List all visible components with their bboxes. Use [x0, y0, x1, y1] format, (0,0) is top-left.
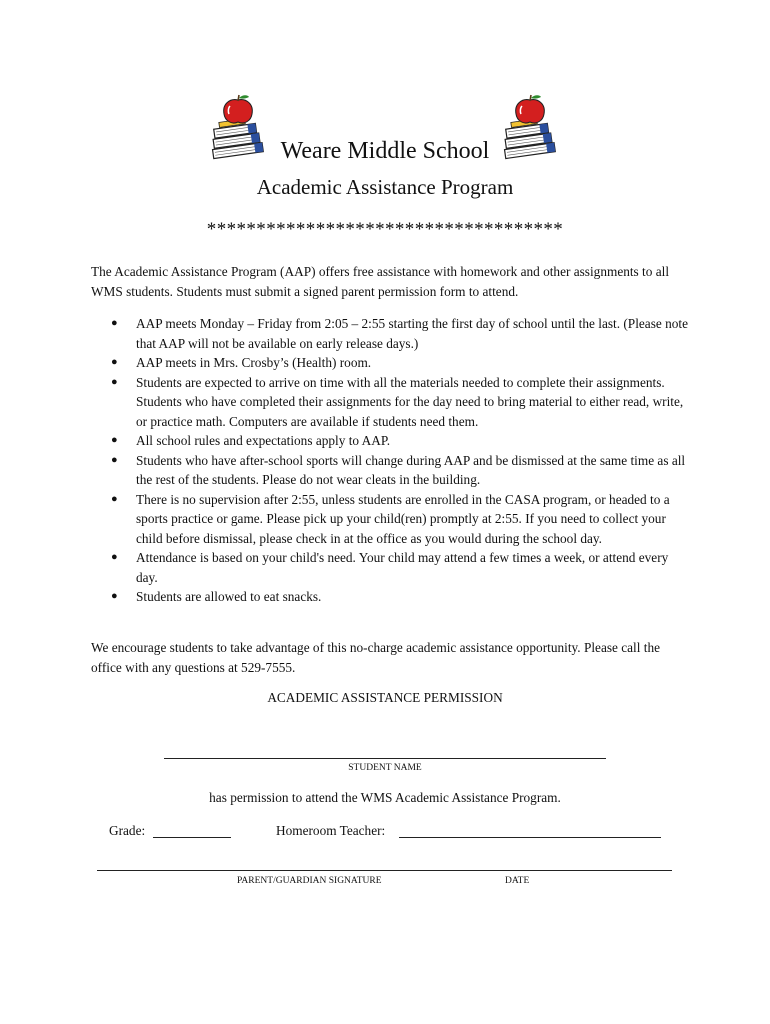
bullet-icon: ●: [111, 453, 118, 466]
permission-heading: ACADEMIC ASSISTANCE PERMISSION: [267, 690, 503, 705]
bullet-icon: ●: [111, 434, 118, 446]
list-item-text: All school rules and expectations apply to AAP.: [136, 433, 391, 448]
page-title: Weare Middle School: [280, 138, 490, 164]
list-item-text: Students are expected to arrive on time with all the materials needed to complete their assignments. Students who have completed their assignments for the day need to bring material to either read, write, or practice math. Computers are available if students need them.: [136, 374, 684, 429]
grade-label: Grade:: [109, 823, 146, 838]
page-subtitle: Academic Assistance Program: [256, 175, 514, 199]
signature-date-field[interactable]: [97, 870, 672, 871]
list-item-text: There is no supervision after 2:55, unless students are enrolled in the CASA program, or headed to a sports practice or game. Please pick up your child(ren) promptly at 2:55. If you need to collect your child before dismissal, please check in at the office as you would during the school day.: [136, 491, 670, 546]
student-name-label: STUDENT NAME: [348, 763, 422, 773]
list-item: [91, 314, 691, 353]
homeroom-teacher-field[interactable]: [399, 837, 661, 838]
list-item: [91, 373, 691, 432]
permission-statement: has permission to attend the WMS Academic Assistance Program.: [209, 790, 561, 805]
list-item: [91, 490, 691, 549]
list-item-text: AAP meets Monday – Friday from 2:05 – 2:55 starting the first day of school until the last. (Please note that AAP will not be available on early release days.): [136, 316, 688, 351]
bullet-icon: ●: [111, 356, 118, 368]
list-item: [91, 587, 691, 607]
list-item: [91, 548, 691, 587]
list-item: [91, 431, 691, 451]
bullet-icon: ●: [111, 317, 118, 329]
bullet-icon: ●: [111, 590, 118, 602]
student-name-field[interactable]: [164, 758, 606, 759]
grade-field[interactable]: [153, 837, 231, 838]
intro-paragraph: The Academic Assistance Program (AAP) offers free assistance with homework and other assignments to all WMS students. Students must submit a signed parent permission form to attend.: [91, 264, 670, 299]
closing-paragraph: We encourage students to take advantage of this no-charge academic assistance opportunity. Please call the office with any questions at 529-7555.: [91, 640, 661, 675]
list-item: [91, 353, 691, 373]
bullet-icon: ●: [111, 492, 118, 505]
homeroom-teacher-label: Homeroom Teacher:: [276, 823, 386, 838]
list-item-text: Students are allowed to eat snacks.: [136, 589, 322, 604]
star-divider: ************************************: [206, 219, 564, 240]
date-label: DATE: [505, 876, 530, 886]
bullet-icon: ●: [111, 375, 118, 388]
signature-label: PARENT/GUARDIAN SIGNATURE: [237, 876, 382, 886]
rules-list: [91, 314, 691, 607]
list-item-text: AAP meets in Mrs. Crosby’s (Health) room.: [136, 355, 372, 370]
list-item-text: Attendance is based on your child's need. Your child may attend a few times a week, or attend every day.: [136, 550, 669, 585]
list-item-text: Students who have after-school sports will change during AAP and be dismissed at the same time as all the rest of the students. Please do not wear cleats in the building.: [136, 452, 686, 487]
bullet-icon: ●: [111, 551, 118, 563]
list-item: [91, 451, 691, 490]
